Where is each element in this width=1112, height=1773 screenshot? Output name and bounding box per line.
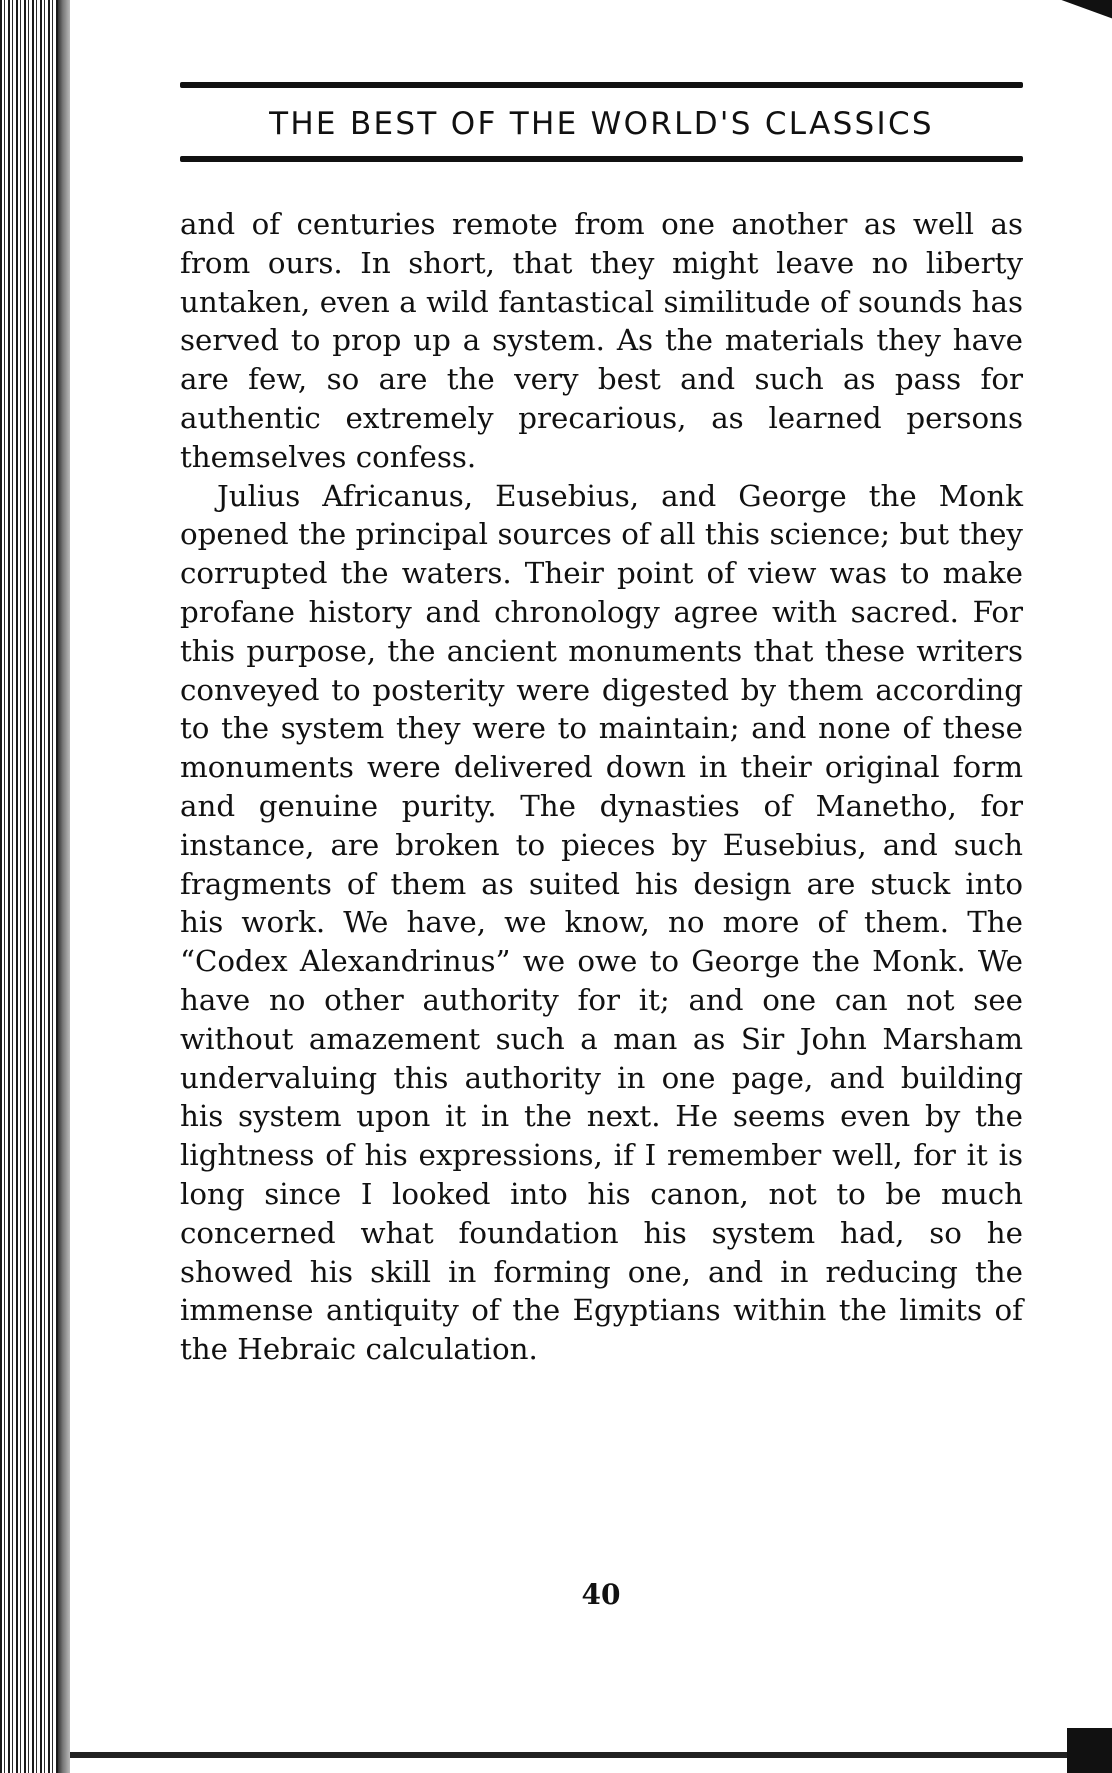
page-number: 40 — [581, 1578, 621, 1611]
header-rule-bottom — [180, 156, 1023, 162]
scan-corner-bottom — [1067, 1728, 1112, 1773]
book-spine-edge — [58, 0, 70, 1773]
scan-edge-bottom — [70, 1752, 1112, 1758]
running-title: THE BEST OF THE WORLD'S CLASSICS — [269, 106, 934, 142]
body-text — [180, 205, 1023, 1369]
scan-corner-top — [1052, 0, 1112, 30]
paragraph: Julius Africanus, Eusebius, and George the Monk opened the principal sources of all this science; but they corrupted the waters. Their point of view was to make profane history and chronology agree with sacred. For this purpose, the ancient monuments that these writers conveyed to posterity were digested by them according to the system they were to maintain; and none of these monuments were delivered down in their original form and genuine purity. The dynasties of Manetho, for instance, are broken to pieces by Eusebius, and such fragments of them as suited his design are stuck into his work. We have, we know, no more of them. The “Codex Alexandrinus” we owe to George the Monk. We have no other authority for it; and one can not see without amazement such a man as Sir John Marsham undervaluing this authority in one page, and building his system upon it in the next. He seems even by the lightness of his expressions, if I remember well, for it is long since I looked into his canon, not to be much concerned what foundation his system had, so he showed his skill in forming one, and in reducing the immense antiquity of the Egyptians within the limits of the Hebraic calculation. — [180, 478, 1023, 1367]
page-header — [180, 82, 1023, 162]
paragraph: and of centuries remote from one another as well as from ours. In short, that they might leave no liberty untaken, even a wild fantastical similitude of sounds has served to prop up a system. As the materials they have are few, so are the very best and such as pass for authentic extremely precarious, as learned persons themselves confess. — [180, 207, 1023, 474]
